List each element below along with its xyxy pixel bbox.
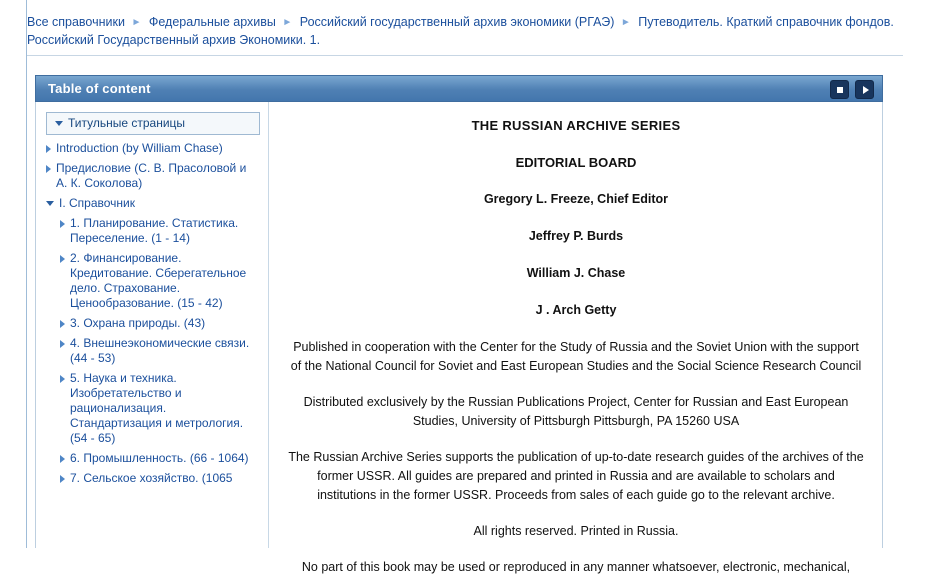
- breadcrumb-item-2[interactable]: Российский государственный архив экономики (РГАЭ): [299, 15, 615, 29]
- stop-square-icon[interactable]: [830, 80, 849, 99]
- sidebar-item-section-3[interactable]: [46, 316, 260, 331]
- sidebar-item-section-1[interactable]: [46, 216, 260, 246]
- breadcrumb-separator-icon: ►: [282, 17, 293, 28]
- paragraph-cooperation: Published in cooperation with the Center for the Study of Russia and the Soviet Union with the support of the National Council for Soviet and East European Studies and the Social Science Research Council: [290, 340, 862, 373]
- chevron-right-icon: [60, 455, 65, 463]
- chevron-down-icon: [55, 121, 63, 126]
- table-of-content-bar: [35, 75, 883, 102]
- left-gutter: [0, 0, 27, 548]
- sidebar-item-label: 4. Внешнеэкономические связи. (44 - 53): [70, 336, 250, 365]
- stop-square-glyph: [837, 87, 843, 93]
- editor-chief: Gregory L. Freeze, Chief Editor: [483, 192, 669, 206]
- sidebar-item-section-2[interactable]: [46, 251, 260, 311]
- sidebar-item-label: 5. Наука и техника. Изобретательство и рационализация. Стандартизация и метрология. (54 - 65): [70, 371, 244, 445]
- chevron-down-icon: [46, 201, 54, 206]
- chevron-right-icon: [60, 255, 65, 263]
- paragraph-series-support: The Russian Archive Series supports the publication of up-to-date research guides of the archives of the former USSR. All guides are prepared and printed in Russia and are available to scholars and institutions in the former USSR. Proceeds from sales of each guide go to the relevant archive.: [288, 450, 864, 502]
- chevron-right-icon: [60, 375, 65, 383]
- paragraph-rights: All rights reserved. Printed in Russia.: [473, 524, 679, 538]
- sidebar-item-section-4[interactable]: [46, 336, 260, 366]
- toc-sidebar[interactable]: [36, 102, 269, 548]
- chevron-right-icon: [46, 165, 51, 173]
- breadcrumb: [27, 14, 903, 56]
- chevron-right-icon: [60, 340, 65, 348]
- editor-getty: J . Arch Getty: [535, 303, 617, 317]
- breadcrumb-item-3[interactable]: Путеводитель. Краткий справочник фондов. Российский Государственный архив Экономики. 1.: [27, 15, 894, 47]
- table-of-content-title: Table of content: [48, 81, 151, 96]
- breadcrumb-item-0[interactable]: Все справочники: [27, 15, 125, 29]
- sidebar-item-preface[interactable]: [46, 161, 260, 191]
- sidebar-item-label: 7. Сельское хозяйство. (1065: [70, 471, 233, 485]
- toc-sidebar-inner: [36, 102, 268, 501]
- chevron-right-icon: [60, 320, 65, 328]
- sidebar-item-label: Предисловие (С. В. Прасоловой и А. К. Соколова): [56, 161, 247, 190]
- sidebar-item-section-5[interactable]: [46, 371, 260, 446]
- sidebar-item-section-7[interactable]: [46, 471, 260, 486]
- sidebar-item-label: Introduction (by William Chase): [56, 141, 223, 155]
- chevron-right-icon: [60, 220, 65, 228]
- sidebar-item-label: I. Справочник: [59, 196, 135, 210]
- breadcrumb-item-1[interactable]: Федеральные архивы: [148, 15, 276, 29]
- breadcrumb-separator-icon: ►: [620, 17, 631, 28]
- play-triangle-glyph: [863, 86, 869, 94]
- document-content: [269, 102, 883, 574]
- sidebar-item-label: 2. Финансирование. Кредитование. Сберегательное дело. Страхование. Ценообразование. (15 - 42): [70, 251, 247, 310]
- sidebar-item-label: 1. Планирование. Статистика. Переселение. (1 - 14): [70, 216, 239, 245]
- editor-burds: Jeffrey P. Burds: [528, 229, 624, 243]
- play-triangle-icon[interactable]: [855, 80, 874, 99]
- chevron-right-icon: [60, 475, 65, 483]
- sidebar-item-handbook[interactable]: [46, 196, 260, 211]
- sidebar-item-label: 3. Охрана природы. (43): [70, 316, 206, 330]
- sidebar-item-introduction[interactable]: [46, 141, 260, 156]
- sidebar-item-title-pages[interactable]: [46, 112, 260, 135]
- chevron-right-icon: [46, 145, 51, 153]
- left-gutter-inner: [0, 0, 25, 548]
- document-title: THE RUSSIAN ARCHIVE SERIES: [471, 118, 681, 133]
- sidebar-item-label: Титульные страницы: [68, 116, 186, 130]
- sidebar-item-label: 6. Промышленность. (66 - 1064): [70, 451, 249, 465]
- paragraph-reproduction: No part of this book may be used or reproduced in any manner whatsoever, electronic, mechanical,: [301, 560, 851, 574]
- editorial-board-heading: EDITORIAL BOARD: [515, 155, 637, 170]
- paragraph-distribution: Distributed exclusively by the Russian Publications Project, Center for Russian and East European Studies, University of Pittsburgh Pittsburgh, PA 15260 USA: [303, 395, 849, 428]
- sidebar-item-section-6[interactable]: [46, 451, 260, 466]
- breadcrumb-separator-icon: ►: [131, 17, 142, 28]
- toc-bar-buttons: [830, 80, 874, 99]
- editor-chase: William J. Chase: [526, 266, 626, 280]
- content-panel: [35, 102, 883, 574]
